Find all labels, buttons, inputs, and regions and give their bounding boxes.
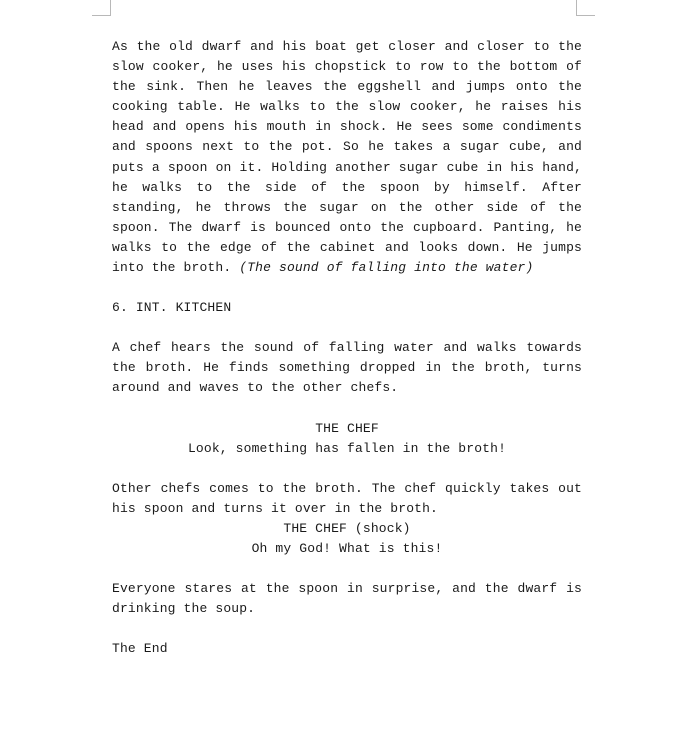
- sound-cue: (The sound of falling into the water): [239, 260, 534, 276]
- dialogue-line: Look, something has fallen in the broth!: [187, 440, 507, 456]
- crop-mark-top-right: [576, 0, 595, 16]
- the-end-label: The End: [112, 641, 168, 657]
- character-name: THE CHEF (shock): [283, 520, 411, 536]
- dialogue-block-1: [112, 419, 582, 459]
- scene-heading: 6. INT. KITCHEN: [112, 300, 232, 316]
- action-paragraph-dwarf: [112, 37, 582, 278]
- action-paragraph-chef: A chef hears the sound of falling water and walks towards the broth. He finds something dropped in the broth, turns around and waves to the other chefs.: [112, 340, 582, 396]
- action-paragraph-ending: Everyone stares at the spoon in surprise, and the dwarf is drinking the soup.: [112, 581, 582, 617]
- crop-mark-top-left: [92, 0, 111, 16]
- dialogue-line: Oh my God! What is this!: [251, 540, 443, 556]
- character-name: THE CHEF: [315, 420, 379, 436]
- action-paragraph-other-chefs: Other chefs comes to the broth. The chef quickly takes out his spoon and turns it over in the broth.: [112, 480, 582, 516]
- action-text: As the old dwarf and his boat get closer and closer to the slow cooker, he uses his chopstick to row to the bottom of the sink. Then he leaves the eggshell and jumps onto the cooking table. He walks to the slow cooker, he raises his head and opens his mouth in shock. He sees some condiments and spoons next to the pot. So he takes a sugar cube, and puts a spoon on it. Holding another sugar cube in his hand, he walks to the side of the spoon by himself. After standing, he throws the sugar on the other side of the spoon. The dwarf is bounced onto the cupboard. Panting, he walks to the edge of the cabinet and looks down. He jumps into the broth.: [112, 39, 582, 276]
- dialogue-block-2: [112, 519, 582, 559]
- script-body: [112, 37, 582, 659]
